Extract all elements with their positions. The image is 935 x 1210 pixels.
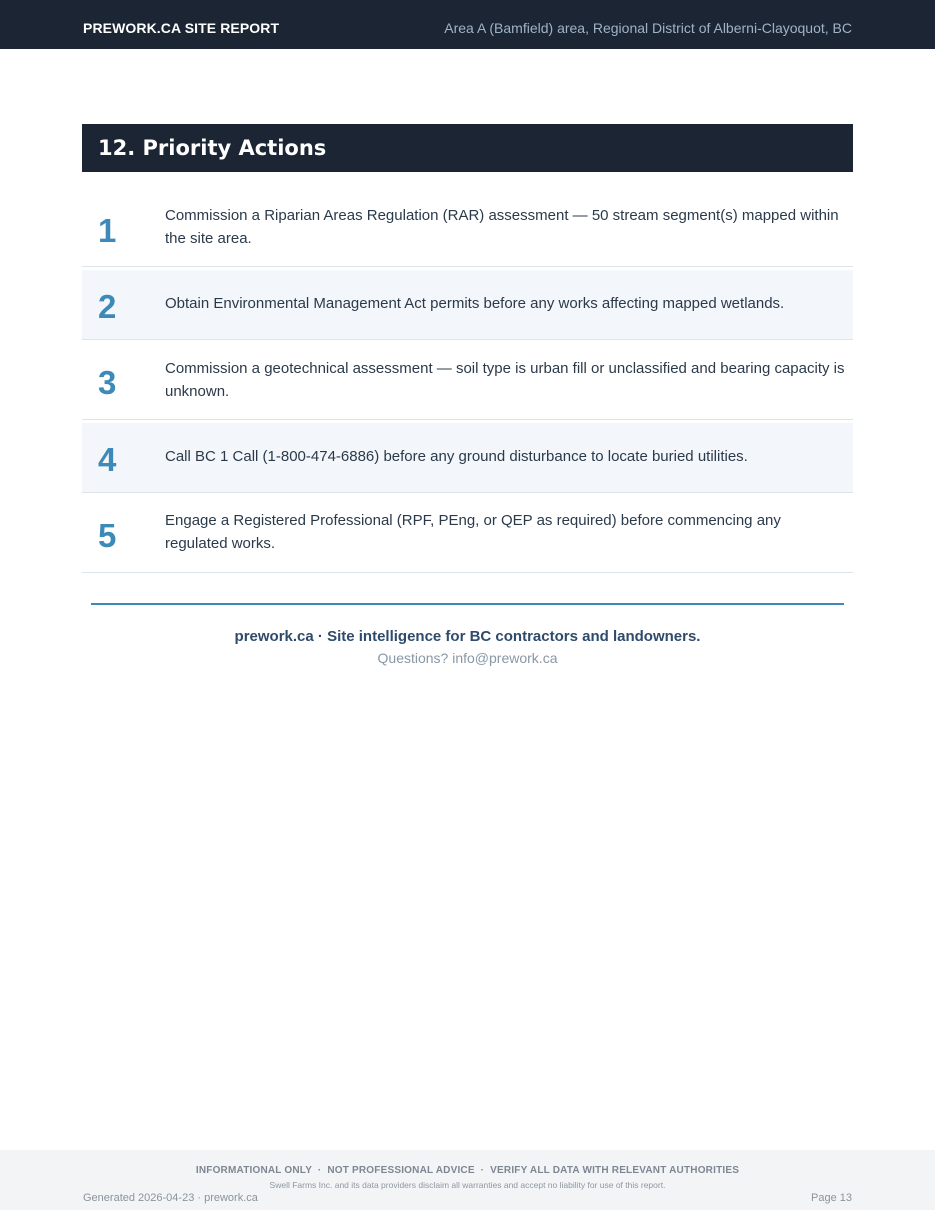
action-text: Obtain Environmental Management Act permits before any works affecting mapped wetlands. [165,295,785,312]
footer-generated: Generated 2026-04-23 · prework.ca [83,1192,258,1204]
action-row-4 [82,423,853,493]
report-header-bar [0,0,935,49]
action-row-1 [82,194,853,267]
report-brand: PREWORK.CA SITE REPORT [83,20,280,36]
action-text: Engage a Registered Professional (RPF, PEng, or QEP as required) before commencing any regulated works. [165,512,781,552]
report-location: Area A (Bamfield) area, Regional District of Alberni-Clayoquot, BC [444,20,852,36]
action-text: Commission a Riparian Areas Regulation (RAR) assessment — 50 stream segment(s) mapped within the site area. [165,207,839,247]
footer-page-number: Page 13 [811,1192,852,1204]
closing-tagline: prework.ca · Site intelligence for BC contractors and landowners. [234,628,701,645]
action-number: 2 [98,288,117,325]
footer-disclaimer: INFORMATIONAL ONLY · NOT PROFESSIONAL ADVICE · VERIFY ALL DATA WITH RELEVANT AUTHORITIES [195,1165,740,1176]
contact-line: Questions? info@prework.ca [377,650,558,666]
action-row-3 [82,340,853,420]
action-number: 1 [98,212,117,249]
closing-divider [91,603,844,605]
action-text: Commission a geotechnical assessment — soil type is urban fill or unclassified and bearing capacity is unknown. [165,360,845,400]
footer-legal: Swell Farms Inc. and its data providers disclaim all warranties and accept no liability for use of this report. [269,1180,666,1190]
action-number: 3 [98,364,117,401]
action-text: Call BC 1 Call (1-800-474-6886) before any ground disturbance to locate buried utilities. [165,448,748,465]
action-number: 4 [98,441,117,478]
section-header [82,124,853,172]
section-title: 12. Priority Actions [98,136,327,160]
action-row-2 [82,270,853,340]
action-number: 5 [98,517,117,554]
page-footer [0,1150,935,1210]
action-row-5 [82,493,853,573]
